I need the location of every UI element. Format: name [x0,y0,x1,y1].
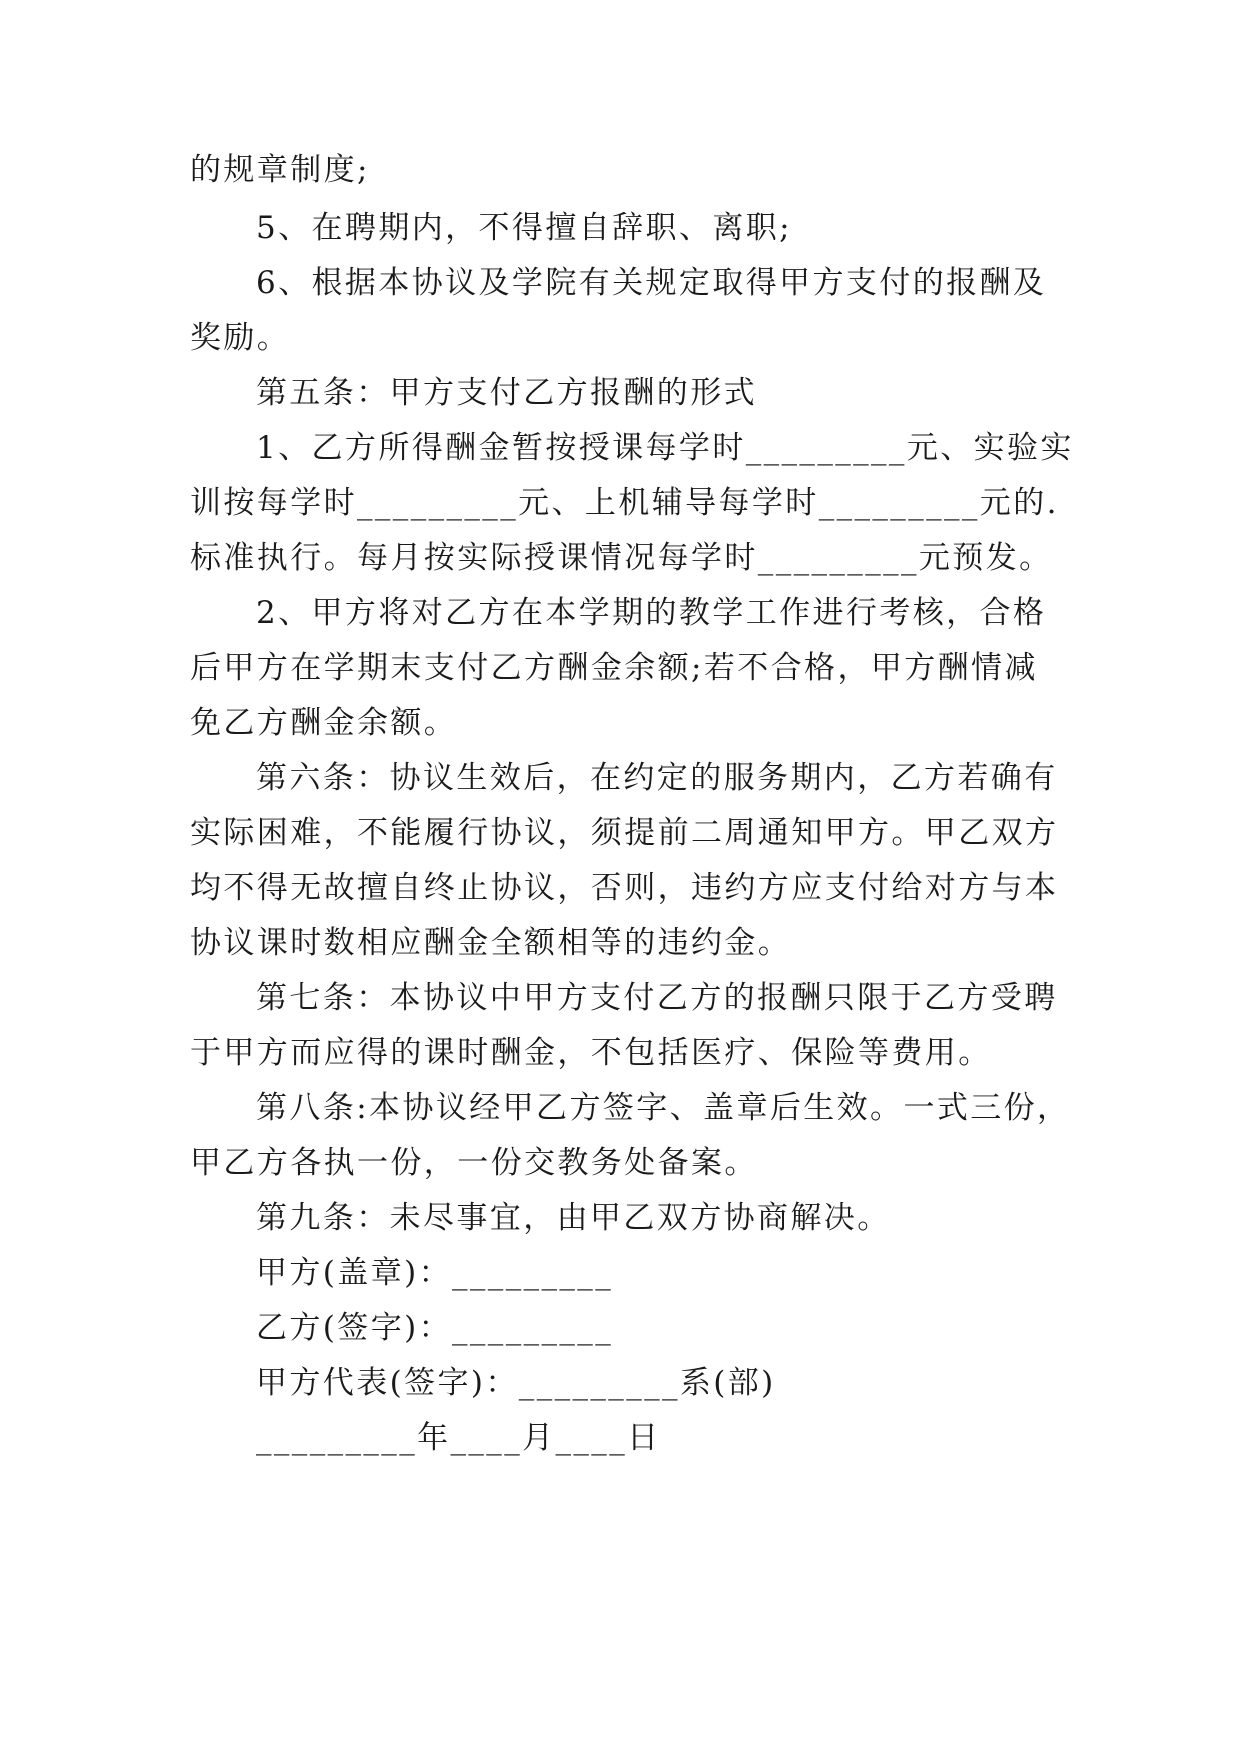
text-line-2: 5、在聘期内，不得擅自辞职、离职; [256,210,792,246]
date-line: _________年____月____日 [256,1420,661,1456]
text-line-7: 训按每学时_________元、上机辅导每学时_________元的. [190,485,1059,521]
clause-6-start: 第六条：协议生效后，在约定的服务期内，乙方若确有 [256,760,1058,796]
text-line-11: 免乙方酬金余额。 [190,705,458,741]
text-line-14: 均不得无故擅自终止协议，否则，违约方应支付给对方与本 [190,870,1059,906]
party-b-signature-line: 乙方(签字)：_________ [256,1310,614,1346]
clause-5-heading: 第五条：甲方支付乙方报酬的形式 [256,375,757,411]
clause-7-start: 第七条：本协议中甲方支付乙方的报酬只限于乙方受聘 [256,980,1058,1016]
text-line-3: 6、根据本协议及学院有关规定取得甲方支付的报酬及 [256,265,1047,301]
party-a-representative-line: 甲方代表(签字)：_________系(部) [256,1365,776,1401]
text-line-10: 后甲方在学期末支付乙方酬金余额;若不合格，甲方酬情减 [190,650,1038,686]
clause-9: 第九条：未尽事宜，由甲乙双方协商解决。 [256,1200,891,1236]
text-line-4: 奖励。 [190,320,291,356]
text-line-6: 1、乙方所得酬金暂按授课每学时_________元、实验实 [256,430,1074,466]
text-line-9: 2、甲方将对乙方在本学期的教学工作进行考核，合格 [256,595,1047,631]
text-line-13: 实际困难，不能履行协议，须提前二周通知甲方。甲乙双方 [190,815,1059,851]
text-line-17: 于甲方而应得的课时酬金，不包括医疗、保险等费用。 [190,1035,992,1071]
text-line-15: 协议课时数相应酬金全额相等的违约金。 [190,925,792,961]
text-line-1: 的规章制度; [190,152,370,188]
text-line-8: 标准执行。每月按实际授课情况每学时_________元预发。 [190,540,1053,576]
party-a-seal-line: 甲方(盖章)：_________ [256,1255,614,1291]
clause-8-start: 第八条:本协议经甲乙方签字、盖章后生效。一式三份， [256,1090,1071,1126]
text-line-19: 甲乙方各执一份，一份交教务处备案。 [190,1145,758,1181]
